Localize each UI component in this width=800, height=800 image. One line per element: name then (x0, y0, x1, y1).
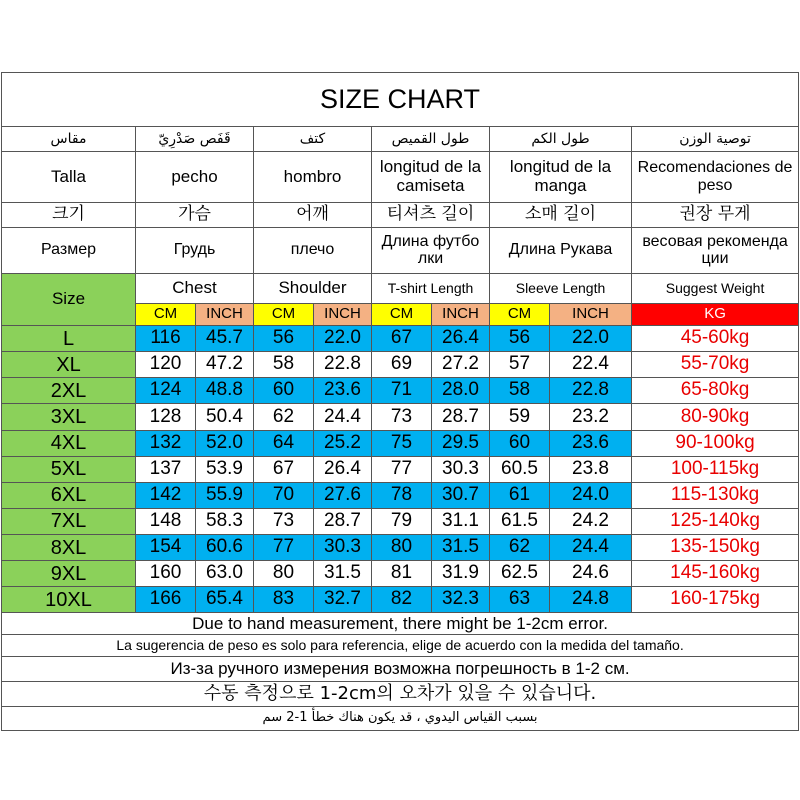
sleeve-cm-value: 58 (490, 378, 550, 404)
sleeve-cm-value: 59 (490, 404, 550, 430)
lang-row-korean (2, 202, 799, 227)
length-in-value: 30.7 (432, 482, 490, 508)
length-in-value: 26.4 (432, 326, 490, 352)
chest-cm-value: 116 (136, 326, 196, 352)
shoulder-cm-value: 77 (254, 534, 314, 560)
sleeve-in-value: 24.4 (550, 534, 632, 560)
chest-in-value: 63.0 (196, 561, 254, 587)
label-shoulder-ko: 어깨 (254, 202, 372, 227)
shoulder-cm-value: 56 (254, 326, 314, 352)
label-size-ar: مقاس (2, 127, 136, 152)
unit-cm: CM (372, 304, 432, 326)
length-cm-value: 82 (372, 587, 432, 613)
lang-row-arabic (2, 127, 799, 152)
shoulder-cm-value: 83 (254, 587, 314, 613)
header-row (2, 273, 799, 303)
weight-value: 45-60kg (632, 326, 799, 352)
sleeve-in-value: 24.8 (550, 587, 632, 613)
size-row (2, 508, 799, 534)
size-label: 3XL (2, 404, 136, 430)
length-cm-value: 78 (372, 482, 432, 508)
chest-cm-value: 142 (136, 482, 196, 508)
label-size-ru: Размер (2, 227, 136, 273)
shoulder-cm-value: 60 (254, 378, 314, 404)
label-weight-ko: 권장 무게 (632, 202, 799, 227)
unit-inch: INCH (196, 304, 254, 326)
chest-cm-value: 148 (136, 508, 196, 534)
length-cm-value: 79 (372, 508, 432, 534)
note-row-ko (2, 681, 799, 706)
chest-cm-value: 128 (136, 404, 196, 430)
length-cm-value: 69 (372, 352, 432, 378)
weight-value: 115-130kg (632, 482, 799, 508)
length-cm-value: 73 (372, 404, 432, 430)
shoulder-in-value: 22.8 (314, 352, 372, 378)
shoulder-in-value: 27.6 (314, 482, 372, 508)
size-chart-table (1, 72, 799, 731)
label-length-ru: Длина футбо лки (372, 227, 490, 273)
size-label: 5XL (2, 456, 136, 482)
chest-in-value: 52.0 (196, 430, 254, 456)
label-sleeve-ar: طول الكم (490, 127, 632, 152)
size-label: XL (2, 352, 136, 378)
size-label: 6XL (2, 482, 136, 508)
shoulder-cm-value: 67 (254, 456, 314, 482)
label-shoulder-ru: плечо (254, 227, 372, 273)
size-row (2, 587, 799, 613)
shoulder-in-value: 30.3 (314, 534, 372, 560)
unit-inch: INCH (314, 304, 372, 326)
size-row (2, 378, 799, 404)
size-row (2, 326, 799, 352)
weight-value: 125-140kg (632, 508, 799, 534)
size-label: 2XL (2, 378, 136, 404)
chest-in-value: 53.9 (196, 456, 254, 482)
shoulder-cm-value: 64 (254, 430, 314, 456)
size-label: 7XL (2, 508, 136, 534)
length-in-value: 31.1 (432, 508, 490, 534)
shoulder-cm-value: 62 (254, 404, 314, 430)
sleeve-in-value: 23.6 (550, 430, 632, 456)
shoulder-in-value: 24.4 (314, 404, 372, 430)
label-weight-ar: توصية الوزن (632, 127, 799, 152)
shoulder-in-value: 32.7 (314, 587, 372, 613)
weight-value: 65-80kg (632, 378, 799, 404)
size-label: 4XL (2, 430, 136, 456)
chest-in-value: 50.4 (196, 404, 254, 430)
unit-cm: CM (254, 304, 314, 326)
label-chest-ko: 가슴 (136, 202, 254, 227)
chest-in-value: 47.2 (196, 352, 254, 378)
header-shoulder: Shoulder (254, 273, 372, 303)
length-in-value: 32.3 (432, 587, 490, 613)
lang-row-russian (2, 227, 799, 273)
length-in-value: 28.0 (432, 378, 490, 404)
shoulder-in-value: 31.5 (314, 561, 372, 587)
label-sleeve-ko: 소매 길이 (490, 202, 632, 227)
sleeve-in-value: 24.2 (550, 508, 632, 534)
size-label: 9XL (2, 561, 136, 587)
size-row (2, 456, 799, 482)
unit-inch: INCH (550, 304, 632, 326)
unit-cm: CM (490, 304, 550, 326)
label-weight-ru: весовая рекоменда ции (632, 227, 799, 273)
note-row-ru (2, 657, 799, 681)
size-label: 8XL (2, 534, 136, 560)
chest-in-value: 48.8 (196, 378, 254, 404)
length-in-value: 27.2 (432, 352, 490, 378)
sleeve-cm-value: 61.5 (490, 508, 550, 534)
shoulder-in-value: 23.6 (314, 378, 372, 404)
chest-cm-value: 154 (136, 534, 196, 560)
header-chest: Chest (136, 273, 254, 303)
label-chest-ar: قَفَص صَدْرِيّ (136, 127, 254, 152)
chart-title: SIZE CHART (2, 73, 799, 127)
size-row (2, 561, 799, 587)
chest-cm-value: 166 (136, 587, 196, 613)
shoulder-in-value: 22.0 (314, 326, 372, 352)
unit-cm: CM (136, 304, 196, 326)
shoulder-in-value: 28.7 (314, 508, 372, 534)
chest-in-value: 60.6 (196, 534, 254, 560)
shoulder-cm-value: 73 (254, 508, 314, 534)
shoulder-cm-value: 80 (254, 561, 314, 587)
header-suggest-weight: Suggest Weight (632, 273, 799, 303)
chest-cm-value: 120 (136, 352, 196, 378)
unit-kg: KG (632, 304, 799, 326)
sleeve-in-value: 23.8 (550, 456, 632, 482)
weight-value: 145-160kg (632, 561, 799, 587)
size-label: 10XL (2, 587, 136, 613)
length-in-value: 30.3 (432, 456, 490, 482)
length-in-value: 28.7 (432, 404, 490, 430)
size-label: L (2, 326, 136, 352)
chest-cm-value: 124 (136, 378, 196, 404)
sleeve-in-value: 22.8 (550, 378, 632, 404)
chest-in-value: 55.9 (196, 482, 254, 508)
sleeve-in-value: 23.2 (550, 404, 632, 430)
size-row (2, 352, 799, 378)
shoulder-cm-value: 70 (254, 482, 314, 508)
label-chest-es: pecho (136, 152, 254, 202)
size-row (2, 534, 799, 560)
note-row-en (2, 613, 799, 635)
chest-cm-value: 137 (136, 456, 196, 482)
length-in-value: 31.5 (432, 534, 490, 560)
sleeve-cm-value: 57 (490, 352, 550, 378)
length-in-value: 29.5 (432, 430, 490, 456)
length-cm-value: 75 (372, 430, 432, 456)
sleeve-cm-value: 60.5 (490, 456, 550, 482)
label-sleeve-es: longitud de la manga (490, 152, 632, 202)
note-english: Due to hand measurement, there might be 1-2cm error. (2, 613, 799, 635)
header-size: Size (2, 273, 136, 325)
label-weight-es: Recomendaciones de peso (632, 152, 799, 202)
weight-value: 90-100kg (632, 430, 799, 456)
sleeve-cm-value: 56 (490, 326, 550, 352)
note-row-es (2, 635, 799, 657)
note-spanish: La sugerencia de peso es solo para referencia, elige de acuerdo con la medida del tamaño. (2, 635, 799, 657)
label-length-ar: طول القميص (372, 127, 490, 152)
header-tshirt-length: T-shirt Length (372, 273, 490, 303)
label-length-ko: 티셔츠 길이 (372, 202, 490, 227)
size-row (2, 482, 799, 508)
note-korean: 수동 측정으로 1-2cm의 오차가 있을 수 있습니다. (2, 681, 799, 706)
sleeve-cm-value: 61 (490, 482, 550, 508)
sleeve-cm-value: 63 (490, 587, 550, 613)
sleeve-in-value: 22.0 (550, 326, 632, 352)
weight-value: 100-115kg (632, 456, 799, 482)
note-arabic: بسبب القياس اليدوي ، قد يكون هناك خطأ 1-2 سم (2, 706, 799, 730)
sleeve-in-value: 22.4 (550, 352, 632, 378)
sleeve-in-value: 24.0 (550, 482, 632, 508)
shoulder-cm-value: 58 (254, 352, 314, 378)
shoulder-in-value: 25.2 (314, 430, 372, 456)
label-sleeve-ru: Длина Рукава (490, 227, 632, 273)
chest-in-value: 65.4 (196, 587, 254, 613)
weight-value: 135-150kg (632, 534, 799, 560)
length-in-value: 31.9 (432, 561, 490, 587)
weight-value: 160-175kg (632, 587, 799, 613)
length-cm-value: 77 (372, 456, 432, 482)
size-row (2, 404, 799, 430)
length-cm-value: 80 (372, 534, 432, 560)
chest-in-value: 58.3 (196, 508, 254, 534)
length-cm-value: 71 (372, 378, 432, 404)
label-size-ko: 크기 (2, 202, 136, 227)
lang-row-spanish (2, 152, 799, 202)
weight-value: 55-70kg (632, 352, 799, 378)
label-length-es: longitud de la camiseta (372, 152, 490, 202)
label-shoulder-es: hombro (254, 152, 372, 202)
header-sleeve-length: Sleeve Length (490, 273, 632, 303)
chest-in-value: 45.7 (196, 326, 254, 352)
label-chest-ru: Грудь (136, 227, 254, 273)
chest-cm-value: 160 (136, 561, 196, 587)
sleeve-cm-value: 60 (490, 430, 550, 456)
weight-value: 80-90kg (632, 404, 799, 430)
chest-cm-value: 132 (136, 430, 196, 456)
unit-inch: INCH (432, 304, 490, 326)
sleeve-cm-value: 62 (490, 534, 550, 560)
length-cm-value: 81 (372, 561, 432, 587)
size-row (2, 430, 799, 456)
sleeve-cm-value: 62.5 (490, 561, 550, 587)
sleeve-in-value: 24.6 (550, 561, 632, 587)
note-row-ar (2, 706, 799, 730)
length-cm-value: 67 (372, 326, 432, 352)
label-shoulder-ar: كتف (254, 127, 372, 152)
label-size-es: Talla (2, 152, 136, 202)
note-russian: Из-за ручного измерения возможна погрешность в 1-2 см. (2, 657, 799, 681)
shoulder-in-value: 26.4 (314, 456, 372, 482)
